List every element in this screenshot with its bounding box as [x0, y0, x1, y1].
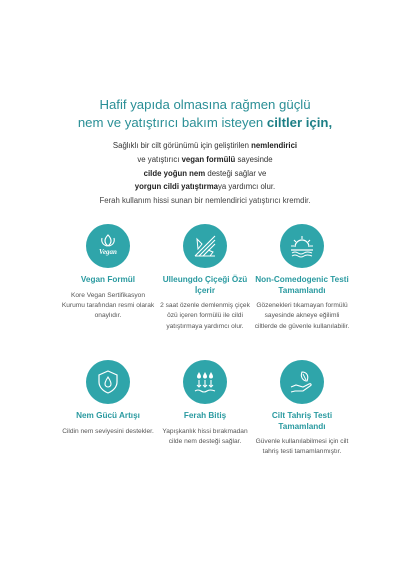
feature-non-comedogenic [254, 224, 350, 332]
feature-fresh-finish [157, 360, 253, 447]
description-emphasis: cilde yoğun nem [143, 168, 206, 178]
description-text: sayesinde [235, 154, 273, 164]
description-emphasis: yorgun cildi yatıştırma [134, 182, 218, 192]
headline [40, 96, 370, 132]
feature-title: Ferah Bitiş [183, 411, 227, 420]
feature-flower [157, 224, 253, 332]
feature-text: 2 saat özenle demlenmiş çiçek özü içeren formülü ile cildi yatıştırmaya yardımcı olur. [160, 302, 250, 330]
fresh-drops-icon-graphic [190, 367, 220, 397]
description-text: Sağlıklı bir cilt görünümü için geliştirilen [112, 141, 252, 150]
description [60, 139, 350, 208]
vegan-icon-text: Vegan [99, 248, 117, 256]
feature-title: Non-Comedogenic Testi Tamamlandı [255, 275, 349, 295]
droplet-shield-icon-graphic [93, 367, 123, 397]
description-emphasis: nemlendirici [251, 141, 298, 150]
feature-text: Gözenekleri tıkamayan formülü sayesinde akneye eğilimli ciltlerde de güvenle kullanılabilir. [254, 302, 350, 330]
fresh-drops-icon [183, 360, 227, 404]
sun-skin-icon [280, 224, 324, 268]
feature-moisture [60, 360, 156, 437]
feature-title: Vegan Formül [80, 275, 136, 284]
feature-text: Güvenle kullanılabilmesi için cilt tahriş testi tamamlanmıştır. [255, 438, 349, 456]
sun-skin-icon-graphic [287, 231, 317, 261]
headline-line-2-text: nem ve yatıştırıcı bakım isteyen [77, 115, 267, 130]
description-line-5: Ferah kullanım hissi sunan bir nemlendirici yatıştırıcı kremdir. [99, 196, 311, 206]
description-text: ve yatıştırıcı [137, 154, 182, 164]
feature-text: Yapışkanlık hissi bırakmadan cilde nem desteği sağlar. [162, 427, 248, 445]
flower-icon-graphic [190, 231, 220, 261]
feature-irritation-test [254, 360, 350, 458]
description-emphasis: vegan formülü [181, 154, 236, 164]
headline-emphasis: ciltler için, [266, 115, 333, 130]
feature-text: Cildin nem seviyesini destekler. [62, 427, 154, 435]
description-line-3 [60, 167, 350, 181]
hand-leaf-icon [280, 360, 324, 404]
feature-title: Ulleungdo Çiçeği Özü İçerir [162, 275, 248, 295]
headline-line-1: Hafif yapıda olmasına rağmen güçlü [99, 97, 311, 112]
vegan-leaf-icon-graphic [93, 231, 123, 261]
feature-title: Cilt Tahriş Testi Tamamlandı [271, 411, 333, 431]
headline-line-2 [40, 114, 370, 132]
vegan-leaf-icon [86, 224, 130, 268]
feature-text: Kore Vegan Sertifikasyon Kurumu tarafından resmi olarak onaylıdır. [61, 291, 155, 320]
feature-vegan [60, 224, 156, 322]
feature-title: Nem Gücü Artışı [76, 411, 140, 420]
droplet-shield-icon [86, 360, 130, 404]
description-line-2 [60, 153, 350, 167]
description-text: ya yardımcı olur. [218, 182, 276, 192]
flower-icon [183, 224, 227, 268]
description-line-1 [60, 139, 350, 153]
description-line-4 [60, 180, 350, 194]
hand-leaf-icon-graphic [287, 367, 317, 397]
description-text: desteği sağlar ve [205, 168, 267, 178]
